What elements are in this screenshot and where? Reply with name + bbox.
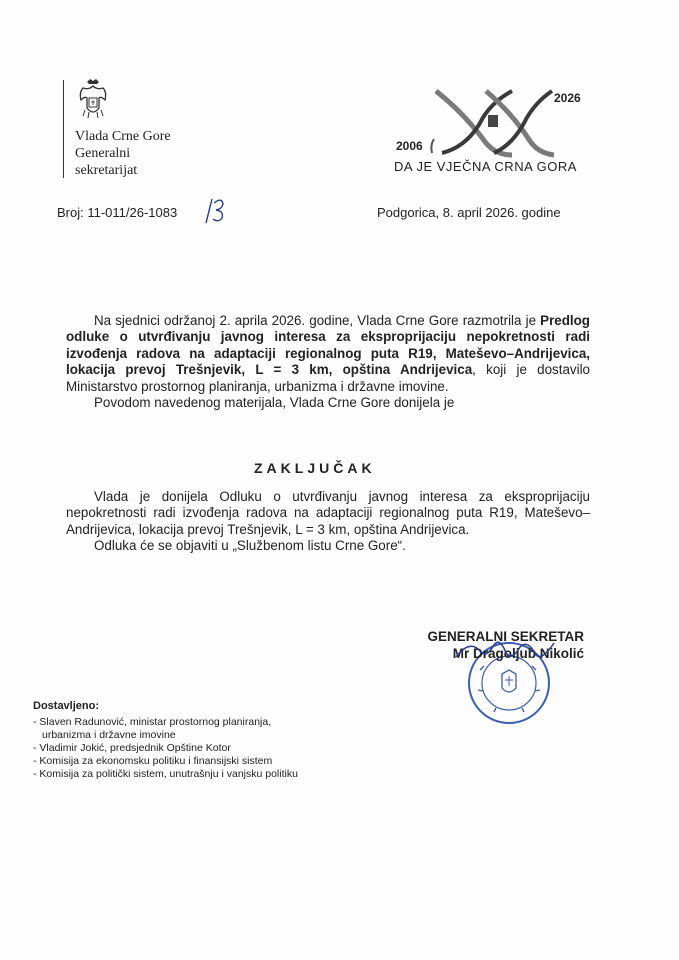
proposal-title-part-4: Trešnjevik, L = 3 km, opština Andrijevica bbox=[175, 362, 473, 378]
publication-paragraph: Odluka će se objaviti u „Službenom listu Crne Gore“. bbox=[94, 538, 406, 554]
decision-paragraph bbox=[66, 489, 590, 538]
proposal-title-part-3: regionalnog puta R19, Mateševo–Andrijevica, lokacija prevoj bbox=[66, 345, 590, 378]
intro-line-6: prostornog planiranja, urbanizma i državne imovine. bbox=[141, 378, 449, 394]
distribution-item-continuation: urbanizma i državne imovine bbox=[42, 729, 176, 741]
logo-year-end: 2026 bbox=[554, 91, 581, 105]
intro-line-2a: razmotrila je bbox=[462, 313, 541, 328]
distribution-heading: Dostavljeno: bbox=[33, 700, 100, 712]
intro-line-5b: , koji je dostavilo Ministarstvo bbox=[66, 362, 591, 394]
document-body bbox=[66, 313, 590, 411]
proposal-title-part-2: eksproprijaciju nepokretnosti radi izvođenja radova na adaptaciji bbox=[66, 329, 590, 361]
issuer-line-2: Generalni bbox=[75, 146, 131, 161]
decision-line-1: Vlada je donijela Odluku o utvrđivanju javnog interesa za bbox=[94, 489, 493, 504]
handwritten-annotation-icon bbox=[202, 195, 228, 225]
distribution-item: - Komisija za politički sistem, unutrašnju i vanjsku politiku bbox=[33, 768, 298, 780]
distribution-item: - Slaven Radunović, ministar prostornog planiranja, bbox=[33, 716, 272, 728]
second-paragraph: Povodom navedenog materijala, Vlada Crne Gore donijela je bbox=[94, 395, 455, 411]
logo-year-start: 2006 bbox=[396, 139, 423, 153]
proposal-title-part-1: Predlog odluke o utvrđivanju javnog interesa za bbox=[66, 313, 590, 345]
issuer-line-3: sekretarijat bbox=[75, 163, 138, 178]
government-header bbox=[63, 78, 223, 180]
decision-line-2: eksproprijaciju nepokretnosti radi izvođenja radova na adaptaciji regionalnog bbox=[66, 489, 590, 521]
signatory-title: GENERALNI SEKRETAR bbox=[427, 629, 584, 644]
anniversary-logo bbox=[394, 83, 590, 181]
header-divider bbox=[63, 80, 64, 178]
distribution-list bbox=[33, 700, 298, 781]
signatory-name: Mr Dragoljub Nikolić bbox=[452, 646, 584, 661]
coat-of-arms-icon bbox=[77, 78, 109, 120]
intro-paragraph bbox=[66, 313, 590, 395]
place-and-date: Podgorica, 8. april 2026. godine bbox=[377, 205, 561, 220]
issuer-name bbox=[75, 128, 171, 179]
decision-text bbox=[66, 489, 590, 555]
distribution-item: - Vladimir Jokić, predsjednik Opštine Kotor bbox=[33, 742, 231, 754]
issuer-line-1: Vlada Crne Gore bbox=[75, 129, 171, 144]
logo-tagline: DA JE VJEČNA CRNA GORA bbox=[394, 159, 577, 174]
reference-number: Broj: 11-011/26-1083 bbox=[57, 205, 178, 220]
handwritten-signature-icon bbox=[450, 635, 560, 665]
intro-line-1: Na sjednici održanoj 2. aprila 2026. godine, Vlada Crne Gore bbox=[94, 313, 459, 328]
decision-line-4: opština Andrijevica. bbox=[353, 521, 470, 537]
decision-line-3: puta R19, Mateševo–Andrijevica, lokacija prevoj Trešnjevik, L = 3 km, bbox=[66, 505, 590, 537]
distribution-item: - Komisija za ekonomsku politiku i finansijski sistem bbox=[33, 755, 273, 767]
conclusion-title: ZAKLJUČAK bbox=[254, 460, 376, 476]
